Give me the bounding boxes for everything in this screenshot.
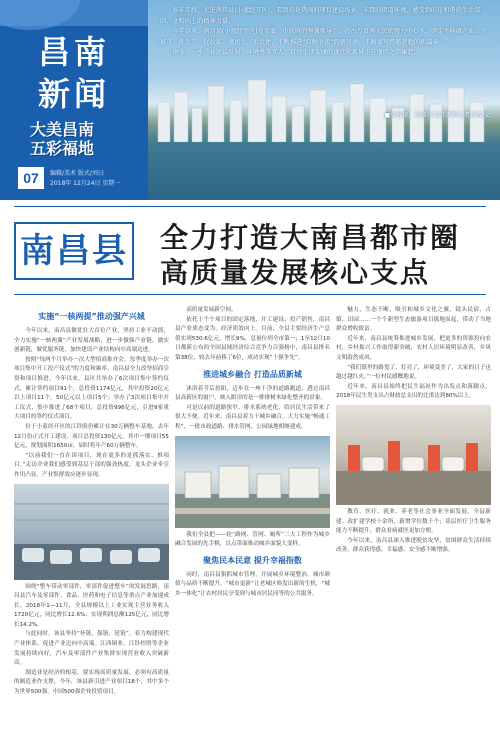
hero-photo	[148, 0, 500, 200]
hero-credit: ■高林秘、季维 中国江西网记者孙辉/文	[384, 112, 490, 119]
article-column-2	[175, 306, 330, 731]
article-paragraph: 近年来，南昌县始终把民生福祉作为出发点和落脚点，2018年民生类支出占财政总支出的比重达到80%以上。	[336, 383, 491, 400]
headline-line2: 高质量发展核心支点	[160, 256, 431, 289]
article-paragraph: “以前我们一直在谈项目，现在更多的是抓落实、推项目。”走访企业我们感受到基层干部的强劲热度。龙头企业牵引作用凸显，产业集群效应逐步显现。	[14, 452, 169, 478]
factory-illustration	[14, 484, 169, 580]
divider	[14, 294, 486, 295]
divider	[14, 206, 486, 207]
masthead-slogan-line1: 大美昌南	[30, 120, 95, 139]
article-paragraph: 教育、医疗、就业、养老等社会事业全面发展。全县新建、改扩建学校十余所，新增学位数千个；基层医疗卫生服务能力不断提升，群众看病就医更加方便。	[336, 508, 491, 535]
assembly-line-illustration	[336, 405, 491, 505]
masthead-slogan-line2: 五彩福地	[30, 139, 95, 158]
article-paragraph: 制造业是经济的根基，要实现高质量发展，必须有高质量的制造业作支撑。今年，该县新引进产业项目18个，其中多个为世界500强、中国500强企业投资项目。	[14, 669, 169, 696]
article-paragraph: “我们镇里的路宽了，灯亮了，环境变美了，大家的日子也越过越红火。”一位村民感慨地说。	[336, 364, 491, 381]
hero-caption-paragraph: 岁末年终，走进南昌县(小蓝经开区)，看到的是热闹的项目建设场景，丰饶的街道环境，感受到的是和谐的生活氛围、文明向上的精神力量。	[160, 7, 481, 25]
article-column-3	[336, 306, 491, 731]
city-skyline-illustration	[148, 72, 500, 142]
headline-line1: 全力打造大南昌都市圈	[160, 221, 461, 254]
masthead-decoration	[0, 0, 148, 26]
article-paragraph: 今年以来，南昌县深入推进脱贫攻坚，贫困群众生活持续改善，群众获得感、幸福感、安全感不断增强。	[336, 537, 491, 554]
hero-caption-paragraph: 南今，一座产业迅猛发展、环境秀美宜人、百姓生活安康的现代化新城正在继续之滨崛起。	[172, 49, 420, 57]
section-heading: 聚焦民本民意 提升幸福指数	[203, 555, 302, 565]
article-paragraph: 可是以前的道路狭窄、排水系统老化，给居民生活带来了很大不便。近年来，南昌县着力于城乡融合，大力实施“畅通工程”，一批市政道路、排水管网、公园绿地相继建成。	[175, 404, 330, 430]
section-heading: 实施“一核两提”推动强产兴城	[38, 312, 145, 321]
masthead-title-line2: 新闻	[38, 75, 111, 113]
masthead	[0, 0, 148, 200]
article-paragraph: 位于小蓝经开区的江铃股份累计在30万辆整车基地，去年12月份正式开工建设，项目总投资130亿元，其中一期项目55亿元，规划面积1650亩，届时将年产60万辆整车。	[14, 423, 169, 450]
article-column-1	[14, 306, 169, 731]
article-paragraph: 高质量发展新空间。	[186, 307, 237, 313]
article-paragraph: 按照“每两个月举办一次大型招商推介会，每季度举办一次项目集中开工投产仪式”的力度和频率，南昌县全力改坚招商引资和项目推进。今年以来，县区共举办了6次项目集中签约仪式，累计签约项目91个，总投资1174亿元，其中投资20亿元以上项目11个，50亿元以上项目5个；举办了3次项目集中开工仪式，集中推进了68个项目，总投资996亿元，引进9家重大项目的签约仪式项目。	[14, 356, 169, 421]
article-paragraph: 沐浴着节后晨阳，迈步在一座干净的道路跑道，透过南昌县高新区的窗户，映入眼帘的是一排排树木绿化整齐的景象。	[175, 385, 330, 402]
article-paragraph: 依托于个个项目的固定落地、开工建设、投产销售，南昌县产业质态变为、经济质效向上。目前，全县主要经济生产总值实现530.6亿元，增长9%，总量位列全市第一；1至12月10日都新公布的全国县域经济综合竞争力百强榜中，南昌县排名第38位，较去年前移了6位，成功实现“十强争先”。	[175, 316, 330, 361]
issue-date: 2018年 12月24日 星期一	[50, 180, 121, 187]
section-heading: 推进城乡融合 打造品质新城	[203, 369, 302, 379]
article-paragraph: 魅力，生态不断，吸引和城乡文化之翼，镜头民宿、古镇、田园……一个个新型生态旅游项目拔地而起，带动了当地群众增收致富。	[336, 307, 491, 333]
hero-caption-paragraph: 今年以来，南昌县(小蓝经开区)在市委、市政府的坚强领导下，在古万县南人民的努力中心下，坚定不移调产业、兴城市、优生态、促改革、惠民生、重党建，不断推进“百舸争流”的新迅速，不断谱写跨越赶超的新篇章。	[160, 28, 487, 46]
town-illustration	[175, 436, 330, 528]
article-paragraph: 今年以来，南昌县做优壮大首位产业，坚持工业不动摇，全力实施“一核两翼”产业发展战略，进一步做强产业链，做实创新链，做优服务链，加快建设产业结构向中高端迈进。	[14, 328, 169, 354]
assembly-line-photo	[336, 405, 491, 505]
county-name: 南昌县	[14, 222, 134, 280]
article-paragraph: 同时，南昌县狠抓城市管理，开展城乡环境整治，城市颜值与品质不断提升。“城市更新”让老城区焕发出新的生机，“城乡一体化”让农村居民享受到与城市居民同等的公共服务。	[175, 571, 330, 597]
issue-number: 07	[18, 167, 44, 189]
masthead-title-line1: 昌南	[38, 33, 111, 71]
article-paragraph: 我们全县把——轮“路网、管网、厕所”三大工程作为城乡融合发展的先手棋，以点带面推动城乡面貌大变样。	[175, 531, 330, 548]
article-paragraph: 围绕“整车带动零部件，零部件促进整车”的发展思路，南昌县汽车及零部件、食品、医药和电子信息等重点产业加速成长。2018年1—11月，全县规模以上工业实现主营业务收入1720亿元，同比增长12.6%；实现利润总额125亿元，同比增长14.2%。	[14, 583, 169, 628]
article-paragraph: 近年来，南昌县统筹推进城乡发展，把更多的资源投向农村，乡村振兴工作取得新突破，农村人居环境明显改善，乡风文明蔚然成风。	[336, 335, 491, 361]
factory-photo	[14, 484, 169, 580]
editor-line: 编辑/美术 版式/刘曰	[50, 170, 104, 177]
town-photo	[175, 436, 330, 528]
article-paragraph: 与此同时，该县坚持“补链、强链、延链”，着力构建现代产业体系，促进产业迈向中高端。江西铜业、江铃控股等企业发展持续向好，汽车及零部件产业集群实现营业收入突破新高。	[14, 631, 169, 667]
hero-caption	[160, 6, 490, 59]
